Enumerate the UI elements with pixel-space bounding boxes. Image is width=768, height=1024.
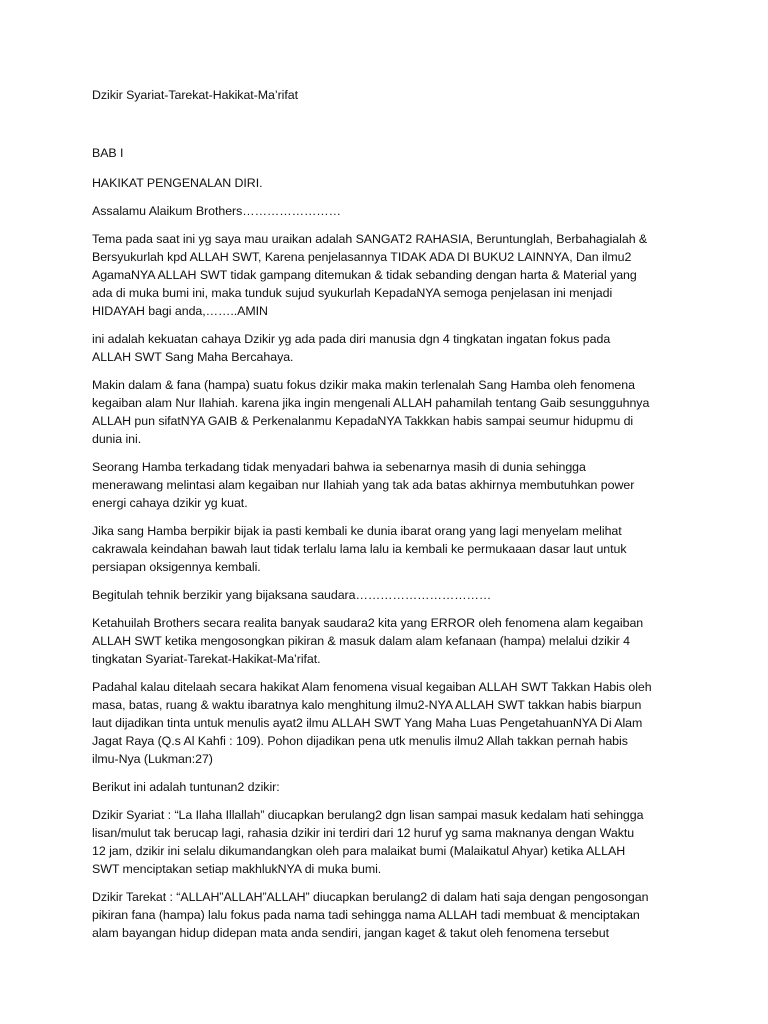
paragraph-line: laut dijadikan tinta untuk menulis ayat2 ilmu ALLAH SWT Yang Maha Luas PengetahuanNYA Di Alam — [92, 716, 643, 730]
paragraph-line: menerawang melintasi alam kegaiban nur Ilahiah yang tak ada batas akhirnya membutuhkan power — [92, 478, 635, 492]
paragraph-line: lisan/mulut tak berucap lagi, rahasia dzikir ini terdiri dari 12 huruf yg sama maknanya dengan Waktu — [92, 826, 635, 840]
paragraph-line: ilmu-Nya (Lukman:27) — [92, 752, 213, 766]
paragraph — [92, 586, 698, 604]
paragraph-line: cakrawala keindahan bawah laut tidak terlalu lama lalu ia kembali ke permukaaan dasar laut untuk — [92, 542, 627, 556]
paragraph-line: alam bayangan hidup didepan mata anda sendiri, jangan kaget & takut oleh fenomena tersebut — [92, 926, 609, 940]
document-title: Dzikir Syariat-Tarekat-Hakikat-Ma’rifat — [92, 88, 298, 102]
paragraph-line: ada di muka bumi ini, maka tunduk sujud syukurlah KepadaNYA semoga penjelasan ini menjadi — [92, 286, 613, 300]
paragraph-line: Dzikir Tarekat : “ALLAH”ALLAH”ALLAH” diucapkan berulang2 di dalam hati saja dengan pengosongan — [92, 890, 649, 904]
paragraph — [92, 614, 698, 668]
paragraph-line: Berikut ini adalah tuntunan2 dzikir: — [92, 780, 280, 794]
paragraph-line: Bersyukurlah kpd ALLAH SWT, Karena penjelasannya TIDAK ADA DI BUKU2 LAINNYA, Dan ilmu2 — [92, 250, 632, 264]
paragraph-line: pikiran fana (hampa) lalu fokus pada nama tadi sehingga nama ALLAH tadi membuat & menciptakan — [92, 908, 640, 922]
paragraph — [92, 458, 698, 512]
paragraph-line: Padahal kalau ditelaah secara hakikat Alam fenomena visual kegaiban ALLAH SWT Takkan Habis oleh — [92, 680, 652, 694]
paragraph-line: energi cahaya dzikir yg kuat. — [92, 496, 248, 510]
document-body — [92, 230, 698, 942]
paragraph-line: ALLAH pun sifatNYA GAIB & Perkenalanmu KepadaNYA Takkkan habis sampai seumur hidupmu di — [92, 414, 634, 428]
paragraph-line: dunia ini. — [92, 432, 142, 446]
paragraph-line: Seorang Hamba terkadang tidak menyadari bahwa ia sebenarnya masih di dunia sehingga — [92, 460, 586, 474]
paragraph-line: tingkatan Syariat-Tarekat-Hakikat-Ma’rifat. — [92, 652, 321, 666]
paragraph — [92, 376, 698, 448]
paragraph — [92, 888, 698, 942]
paragraph — [92, 230, 698, 320]
paragraph-line: ini adalah kekuatan cahaya Dzikir yg ada pada diri manusia dgn 4 tingkatan ingatan fokus pada — [92, 332, 611, 346]
paragraph-line: Dzikir Syariat : “La Ilaha Illallah” diucapkan berulang2 dgn lisan sampai masuk kedalam hati sehingga — [92, 808, 644, 822]
paragraph — [92, 330, 698, 366]
paragraph — [92, 778, 698, 796]
paragraph-line: kegaiban alam Nur Ilahiah. karena jika ingin mengenali ALLAH pahamilah tentang Gaib sesungguhnya — [92, 396, 650, 410]
paragraph-line: Jagat Raya (Q.s Al Kahfi : 109). Pohon dijadikan pena utk menulis ilmu2 Allah takkan pernah habis — [92, 734, 628, 748]
paragraph-line: 12 jam, dzikir ini selalu dikumandangkan oleh para malaikat bumi (Malaikatul Ahyar) ketika ALLAH — [92, 844, 626, 858]
paragraph — [92, 522, 698, 576]
paragraph-line: Ketahuilah Brothers secara realita banyak saudara2 kita yang ERROR oleh fenomena alam kegaiban — [92, 616, 644, 630]
chapter-label: BAB I — [92, 146, 124, 160]
greeting-text: Assalamu Alaikum Brothers…………………… — [92, 204, 341, 218]
paragraph-line: ALLAH SWT ketika mengosongkan pikiran & masuk dalam alam kefanaan (hampa) melalui dzikir 4 — [92, 634, 630, 648]
paragraph-line: ALLAH SWT Sang Maha Bercahaya. — [92, 350, 294, 364]
paragraph-line: SWT menciptakan setiap makhlukNYA di muka bumi. — [92, 862, 382, 876]
section-heading: HAKIKAT PENGENALAN DIRI. — [92, 176, 263, 190]
paragraph-line: masa, batas, ruang & waktu ibaratnya kalo menghitung ilmu2-NYA ALLAH SWT takkan habis biarpun — [92, 698, 642, 712]
paragraph-line: persiapan oksigennya kembali. — [92, 560, 261, 574]
paragraph-line: Tema pada saat ini yg saya mau uraikan adalah SANGAT2 RAHASIA, Beruntunglah, Berbahagialah & — [92, 232, 648, 246]
paragraph-line: HIDAYAH bagi anda,……..AMIN — [92, 304, 268, 318]
paragraph — [92, 806, 698, 878]
paragraph-line: Makin dalam & fana (hampa) suatu fokus dzikir maka makin terlenalah Sang Hamba oleh fenomena — [92, 378, 635, 392]
paragraph — [92, 678, 698, 768]
paragraph-line: Begitulah tehnik berzikir yang bijaksana saudara…………………………… — [92, 588, 492, 602]
paragraph-line: Jika sang Hamba berpikir bijak ia pasti kembali ke dunia ibarat orang yang lagi menyelam melihat — [92, 524, 622, 538]
paragraph-line: AgamaNYA ALLAH SWT tidak gampang ditemukan & tidak sebanding dengan harta & Material yang — [92, 268, 637, 282]
